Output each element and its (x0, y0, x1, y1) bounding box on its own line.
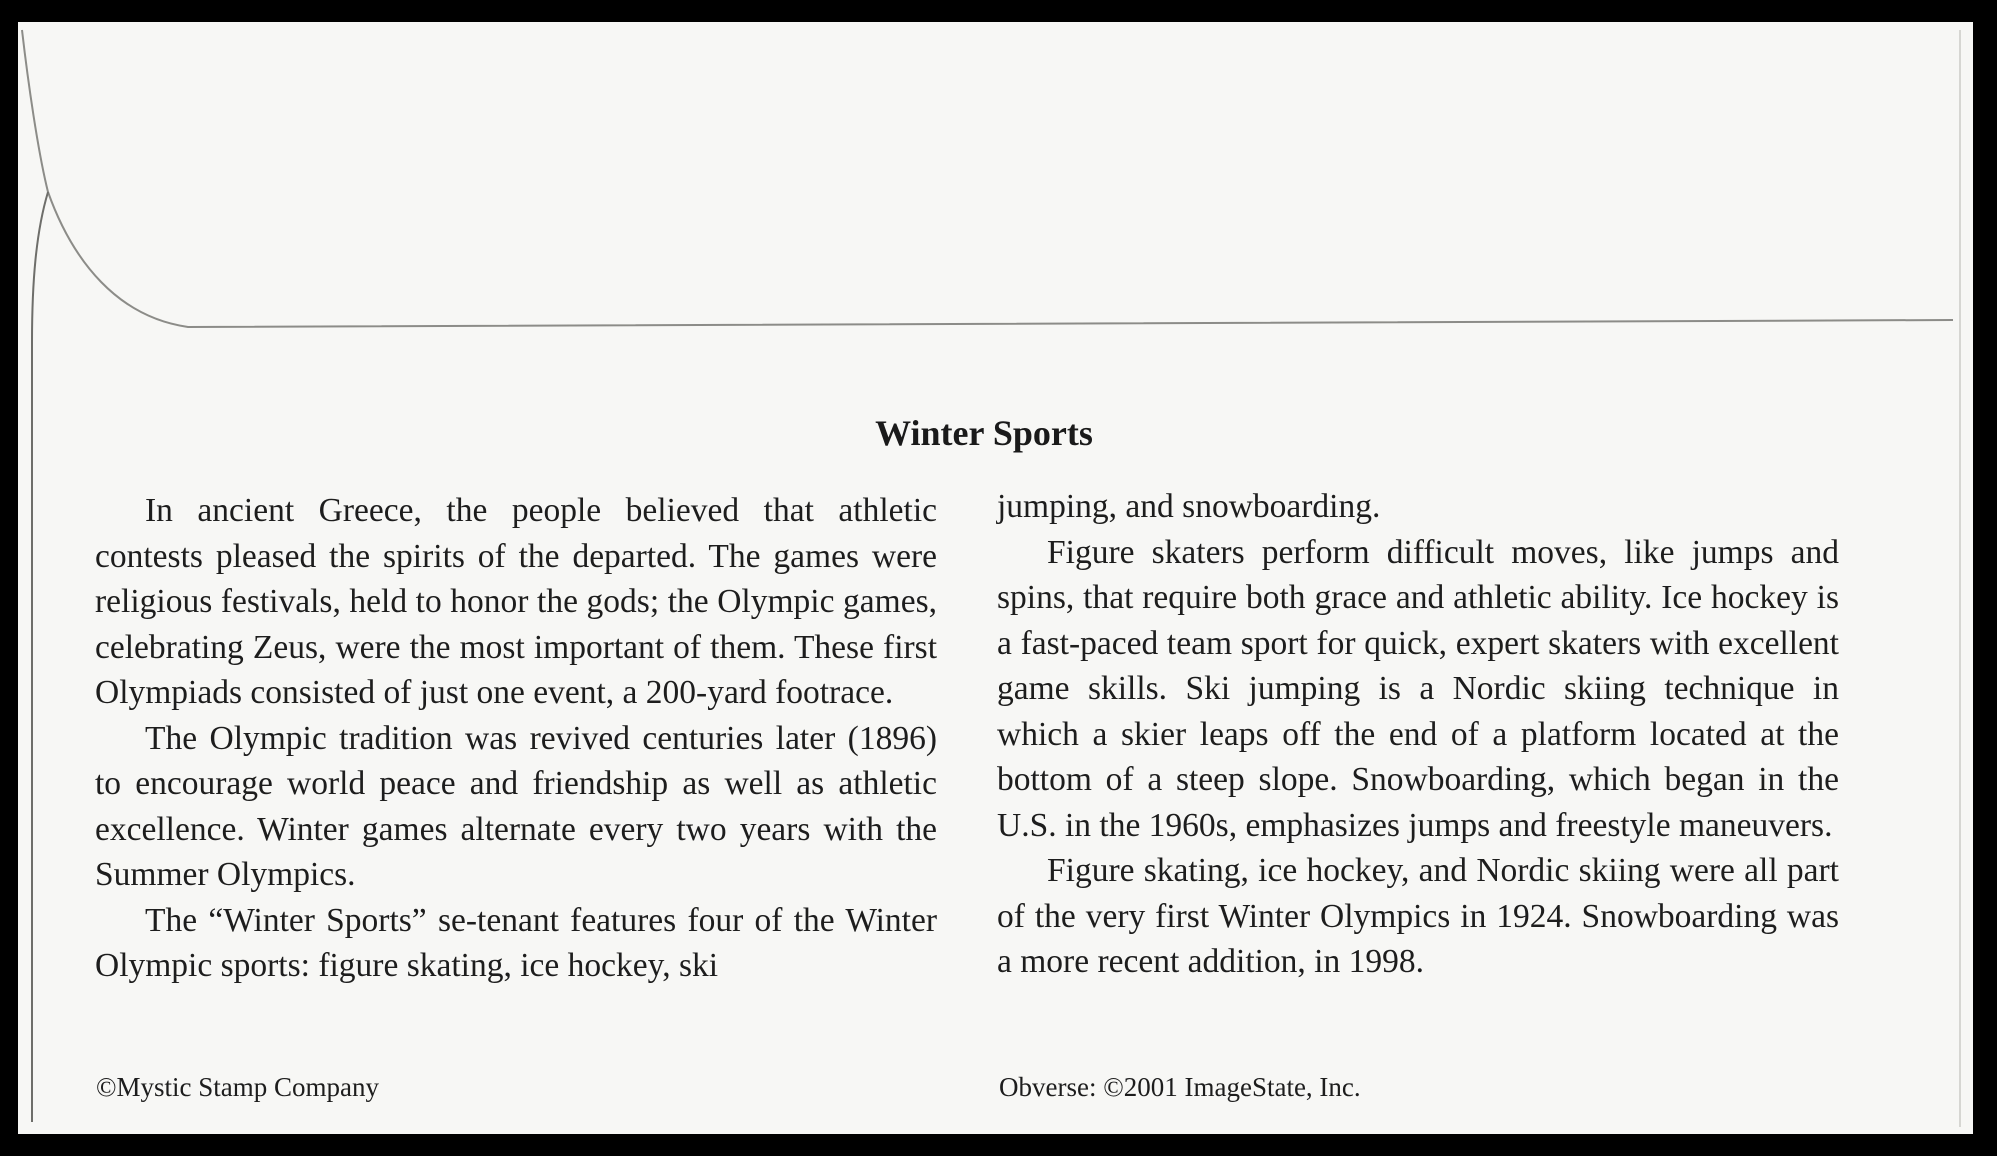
paragraph: Figure skating, ice hockey, and Nordic skiing were all part of the very first Winter Olympics in 1924. Snowboarding was a more recent addition, in 1998. (997, 852, 1839, 980)
envelope-back (18, 22, 1973, 1134)
paragraph: Figure skaters perform difficult moves, like jumps and spins, that require both grace and athletic ability. Ice hockey is a fast-paced team sport for quick, expert skaters with excellent game skills. Ski jumping is a Nordic skiing technique in which a skier leaps off the end of a platform located at the bottom of a steep slope. Snowboarding, which began in the U.S. in the 1960s, emphasizes jumps and freestyle maneuvers. (997, 533, 1839, 844)
left-column (95, 488, 937, 989)
page-title: Winter Sports (875, 413, 1093, 453)
paragraph: The “Winter Sports” se-tenant features four of the Winter Olympic sports: figure skating, ice hockey, ski (95, 901, 937, 984)
paragraph: The Olympic tradition was revived centuries later (1896) to encourage world peace and friendship as well as athletic excellence. Winter games alternate every two years with the Summer Olympics. (95, 719, 937, 893)
paragraph: In ancient Greece, the people believed that athletic contests pleased the spirits of the departed. The games were religious festivals, held to honor the gods; the Olympic games, celebrating Zeus, were the most important of them. These first Olympiads consisted of just one event, a 200-yard footrace. (95, 492, 937, 711)
copyright-left: ©Mystic Stamp Company (96, 1072, 380, 1102)
paragraph: jumping, and snowboarding. (997, 488, 1381, 525)
right-column (997, 484, 1839, 985)
copyright-right: Obverse: ©2001 ImageState, Inc. (999, 1072, 1361, 1102)
